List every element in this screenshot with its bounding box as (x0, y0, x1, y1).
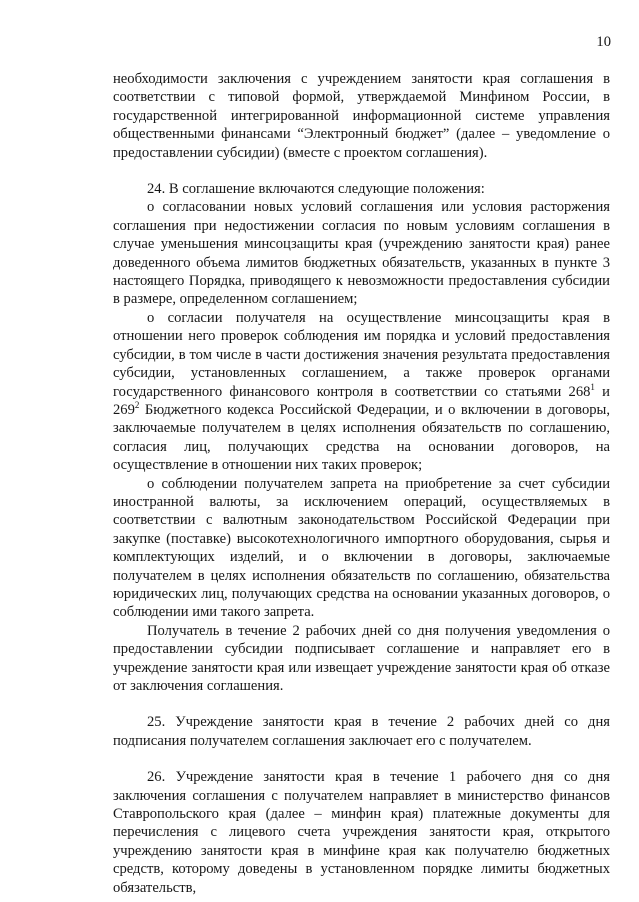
paragraph-item-25: 25. Учреждение занятости края в течение 2 рабочих дней со дня подписания получателем соглашения заключает его с получателем. (113, 714, 610, 749)
text-fragment: Бюджетного кодекса Российской Федерации, и о включении в договоры, заключаемые получателем в целях исполнения обязательств по соглашению, согласия лиц, получающих средства на основании договоров, на осуществление в отношении них таких проверок; (113, 401, 610, 474)
paragraph-item-24-recipient-signing: Получатель в течение 2 рабочих дней со дня получения уведомления о предоставлении субсидии подписывает соглашение и направляет его в учреждение занятости края или извещает учреждение занятости края об отказе от заключения соглашения. (113, 622, 610, 694)
text-fragment: и 269 (113, 383, 610, 418)
paragraph-item-24: 24. В соглашение включаются следующие положения: (147, 181, 485, 198)
paragraph-continuation: необходимости заключения с учреждением занятости края соглашения в соответствии с типовой формой, утверждаемой Минфином России, в государственной интегрированной информационной системе управления общественными финансами “Электронный бюджет” (далее – уведомление о предоставлении субсидии) (вместе с проектом соглашения). (113, 71, 610, 161)
paragraph-item-26: 26. Учреждение занятости края в течение 1 рабочего дня со дня заключения соглашения с получателем направляет в министерство финансов Ставропольского края (далее – минфин края) платежные документы для перечисления с лицевого счета учреждения занятости края, открытого учреждению занятости края в минфине края как получателю бюджетных средств, которому доведены в установленном порядке лимиты бюджетных обязательств, (113, 769, 610, 896)
superscript: 2 (134, 399, 140, 410)
paragraph-item-24-agreement-terms: о согласовании новых условий соглашения или условия расторжения соглашения при недостижении согласия по новым условиям соглашения в случае уменьшения минсоцзащиты края (учреждению занятости края) ранее доведенного объема лимитов бюджетных обязательств, указанных в пункте 3 настоящего Порядка, приводящего к невозможности предоставления субсидии в размере, определенном соглашением; (113, 199, 610, 308)
paragraph-item-24-inspection-consent (113, 309, 610, 475)
page-number: 10 (596, 34, 611, 50)
text-fragment: о согласии получателя на осуществление минсоцзащиты края в отношении него проверок соблюдения им порядка и условий предоставления субсидии, в том числе в части достижения значения результата предоставления субсидии, установленных соглашением, а также проверок органами государственного финансового контроля в соответствии со статьями 268 (113, 309, 610, 400)
paragraph-item-24-currency-ban: о соблюдении получателем запрета на приобретение за счет субсидии иностранной валюты, за исключением операций, осуществляемых в соответствии с валютным законодательством Российской Федерации при закупке (поставке) высокотехнологичного импортного оборудования, сырья и комплектующих изделий, и о включении в договоры, заключаемые получателем в целях исполнения обязательств по соглашению, обязательства юридических лиц, получающих средства на основании указанных договоров, о соблюдении ими такого запрета. (113, 475, 610, 621)
document-body (113, 70, 610, 897)
superscript: 1 (590, 381, 595, 392)
